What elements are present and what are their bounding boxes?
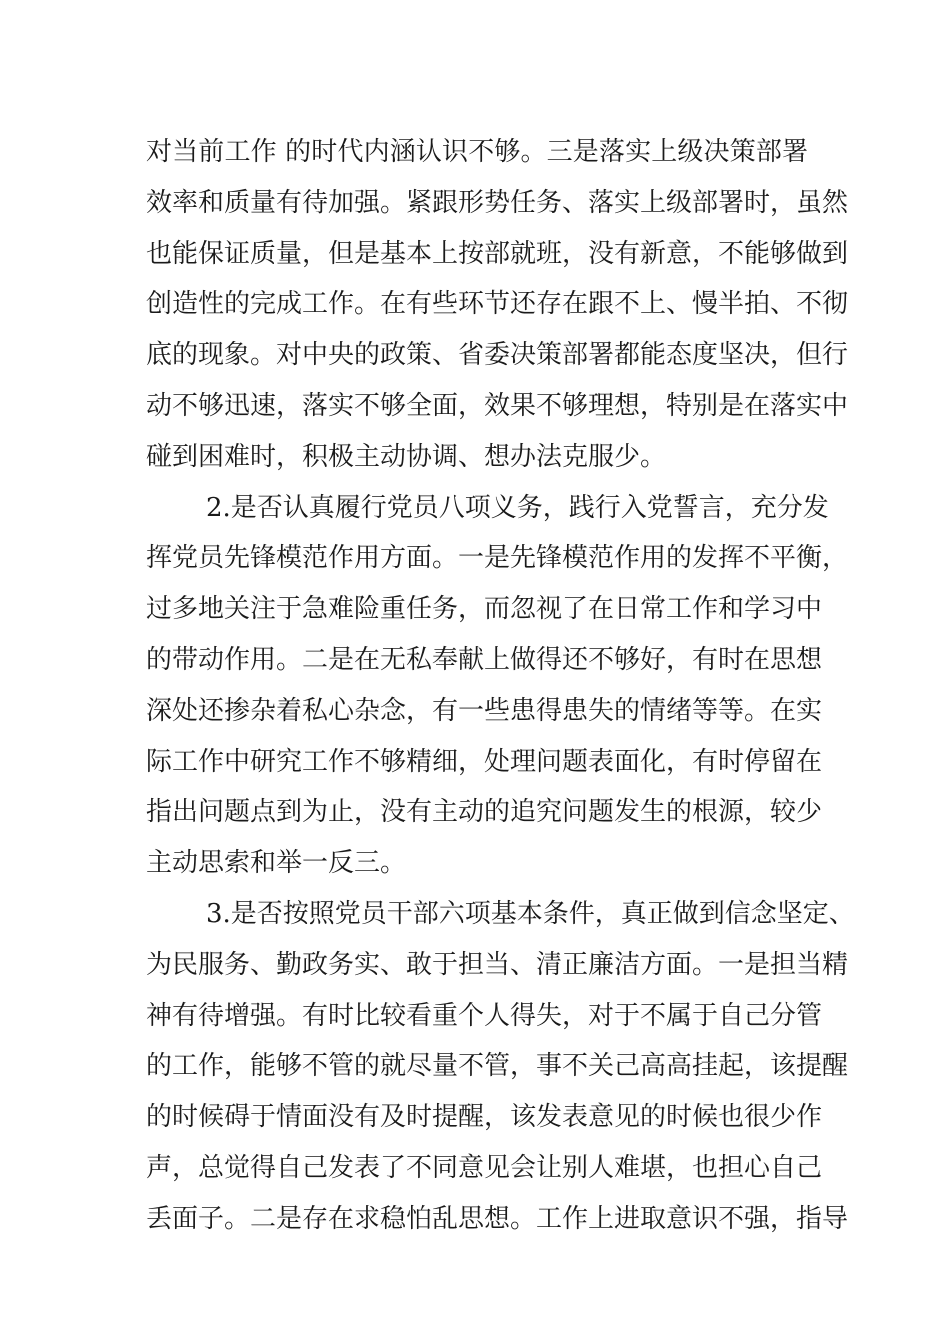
paragraph-line: 深处还掺杂着私心杂念，有一些患得患失的情绪等等。在实 xyxy=(146,695,823,726)
paragraph-line: 的时候碍于情面没有及时提醒，该发表意见的时候也很少作 xyxy=(146,1102,823,1133)
paragraph-line: 对当前工作 的时代内涵认识不够。三是落实上级决策部署 xyxy=(146,137,808,167)
paragraph-line: 丢面子。二是存在求稳怕乱思想。工作上进取意识不强，指导 xyxy=(146,1203,849,1234)
paragraph-line: 底的现象。对中央的政策、省委决策部署都能态度坚决，但行 xyxy=(146,340,849,371)
paragraph-line: 效率和质量有待加强。紧跟形势任务、落实上级部署时，虽然 xyxy=(146,187,849,218)
paragraph-line: 2.是否认真履行党员八项义务，践行入党誓言，充分发 xyxy=(206,492,829,523)
paragraph xyxy=(146,127,849,483)
paragraph-line: 为民服务、勤政务实、敢于担当、清正廉洁方面。一是担当精 xyxy=(146,949,849,980)
paragraph-line: 的带动作用。二是在无私奉献上做得还不够好，有时在思想 xyxy=(146,644,823,675)
paragraph-line: 的工作，能够不管的就尽量不管，事不关己高高挂起，该提醒 xyxy=(146,1051,849,1082)
paragraph-line: 指出问题点到为止，没有主动的追究问题发生的根源，较少 xyxy=(146,797,823,828)
paragraph-line: 碰到困难时，积极主动协调、想办法克服少。 xyxy=(146,441,667,472)
paragraph-line: 际工作中研究工作不够精细，处理问题表面化，有时停留在 xyxy=(146,746,823,777)
paragraph xyxy=(146,483,849,889)
document-body xyxy=(146,127,855,1245)
paragraph-line: 挥党员先锋模范作用方面。一是先锋模范作用的发挥不平衡， xyxy=(146,543,849,574)
paragraph-line: 动不够迅速，落实不够全面，效果不够理想，特别是在落实中 xyxy=(146,390,849,421)
paragraph-line: 主动思索和举一反三。 xyxy=(146,848,407,879)
paragraph xyxy=(146,889,855,1245)
paragraph-line: 过多地关注于急难险重任务，而忽视了在日常工作和学习中 xyxy=(146,594,823,625)
paragraph-line: 创造性的完成工作。在有些环节还存在跟不上、慢半拍、不彻 xyxy=(146,289,849,320)
paragraph-line: 也能保证质量，但是基本上按部就班，没有新意，不能够做到 xyxy=(146,238,849,269)
paragraph-line: 3.是否按照党员干部六项基本条件，真正做到信念坚定、 xyxy=(206,898,855,929)
paragraph-line: 神有待增强。有时比较看重个人得失，对于不属于自己分管 xyxy=(146,1000,823,1031)
paragraph-line: 声，总觉得自己发表了不同意见会让别人难堪，也担心自己 xyxy=(146,1152,823,1183)
